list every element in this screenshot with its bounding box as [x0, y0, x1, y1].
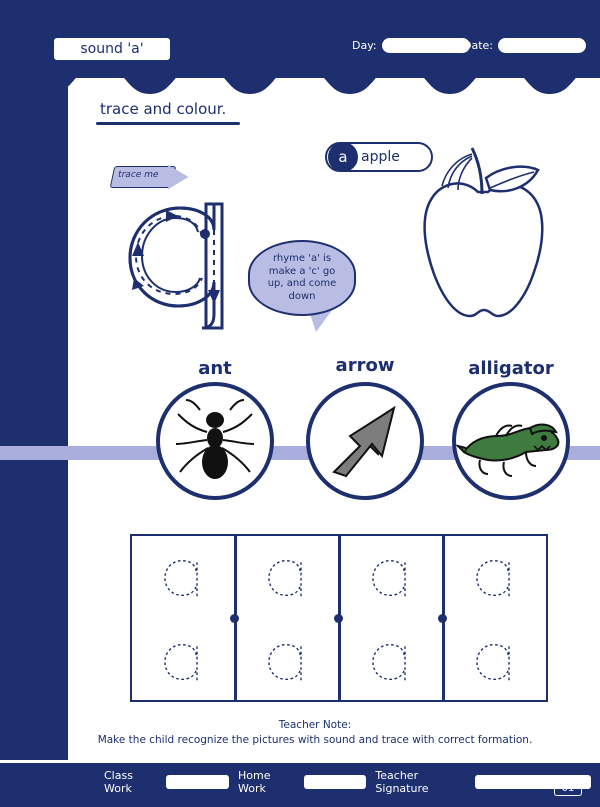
grid-cell[interactable]	[444, 536, 549, 620]
trace-me-label: trace me	[116, 170, 160, 180]
grid-cell[interactable]	[132, 620, 237, 704]
picture-circle-alligator	[452, 382, 570, 500]
top-scallop-decoration	[0, 60, 600, 106]
day-label: Day:	[352, 39, 377, 52]
teacher-note-text: Make the child recognize the pictures with sound and trace with correct formation.	[97, 734, 533, 747]
ant-illustration	[160, 386, 270, 496]
dashed-letter-a	[366, 552, 418, 604]
day-input[interactable]	[382, 38, 470, 53]
class-work-label: Class Work	[104, 769, 133, 795]
grid-cell[interactable]	[444, 620, 549, 704]
start-dot	[200, 229, 210, 239]
instruction-underline	[96, 122, 240, 125]
alligator-illustration	[456, 386, 566, 496]
class-work-input[interactable]	[166, 775, 229, 789]
grid-row	[132, 620, 550, 704]
dashed-letter-a	[158, 552, 210, 604]
day-field[interactable]	[352, 38, 470, 53]
traceable-letter-a	[110, 186, 270, 346]
apple-illustration	[398, 140, 558, 340]
picture-circle-arrow	[306, 382, 424, 500]
practice-grid	[130, 534, 548, 702]
date-label: Date:	[463, 39, 493, 52]
dashed-letter-a	[158, 636, 210, 688]
grid-cell[interactable]	[236, 620, 341, 704]
word-label: apple	[361, 149, 400, 165]
class-work-field[interactable]	[104, 769, 234, 795]
date-field[interactable]	[463, 38, 586, 53]
rhyme-text: rhyme 'a' is make a 'c' go up, and come down	[248, 240, 356, 316]
date-input[interactable]	[498, 38, 586, 53]
left-scallop-decoration	[40, 60, 86, 760]
picture-label-arrow: arrow	[335, 355, 395, 376]
grid-cell[interactable]	[340, 620, 445, 704]
letter-badge: a	[328, 142, 358, 172]
teacher-note	[80, 718, 550, 748]
picture-label-ant: ant	[198, 358, 232, 379]
dashed-letter-a	[470, 636, 522, 688]
dashed-letter-a	[262, 552, 314, 604]
page-number: 01	[554, 780, 582, 796]
instruction-text: trace and colour.	[100, 100, 227, 118]
footer-fields	[104, 769, 600, 795]
grid-row	[132, 536, 550, 620]
rhyme-speech-bubble	[248, 240, 356, 332]
dashed-letter-a	[366, 636, 418, 688]
home-work-input[interactable]	[304, 775, 367, 789]
home-work-label: Home Work	[238, 769, 271, 795]
grid-cell[interactable]	[340, 536, 445, 620]
picture-label-alligator: alligator	[468, 358, 554, 379]
home-work-field[interactable]	[238, 769, 371, 795]
page-title: sound 'a'	[52, 36, 172, 62]
arrow-illustration	[310, 386, 420, 496]
picture-circle-ant	[156, 382, 274, 500]
dashed-letter-a	[470, 552, 522, 604]
teacher-note-title: Teacher Note:	[278, 719, 352, 731]
grid-cell[interactable]	[236, 536, 341, 620]
grid-cell[interactable]	[132, 536, 237, 620]
dashed-letter-a	[262, 636, 314, 688]
teacher-signature-label: Teacher Signature	[375, 769, 429, 795]
